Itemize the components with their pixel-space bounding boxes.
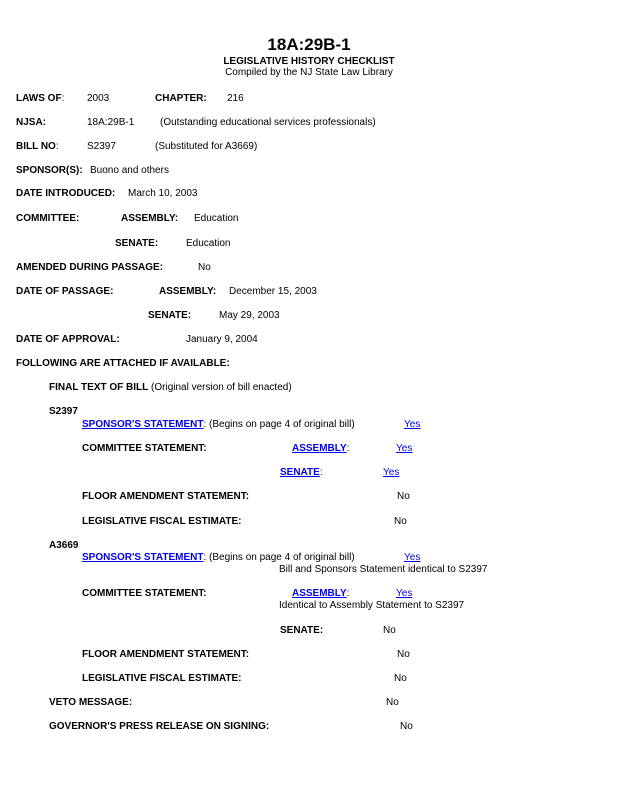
- document-title: 18A:29B-1: [267, 35, 351, 54]
- bill-no-value: S2397: [87, 141, 116, 152]
- s2397-senate-link[interactable]: SENATE: [280, 467, 320, 478]
- a3669-sponsor-extra: Bill and Sponsors Statement identical to S2397: [279, 564, 488, 575]
- a3669-senate-label: SENATE:: [280, 625, 324, 636]
- chapter-value: 216: [227, 93, 244, 104]
- bill-no-label: BILL NO: [16, 141, 56, 152]
- passage-assembly-label: ASSEMBLY:: [159, 286, 217, 297]
- passage-senate-value: May 29, 2003: [219, 310, 280, 321]
- a3669-sponsor-note: : (Begins on page 4 of original bill): [203, 552, 355, 563]
- a3669-heading: A3669: [49, 540, 79, 551]
- a3669-floor-value: No: [397, 649, 410, 660]
- s2397-floor-label: FLOOR AMENDMENT STATEMENT:: [82, 491, 250, 502]
- s2397-floor-value: No: [397, 491, 410, 502]
- sponsors-value: Buono and others: [90, 165, 169, 176]
- s2397-assembly-link[interactable]: ASSEMBLY: [292, 443, 347, 454]
- date-introduced-value: March 10, 2003: [128, 188, 198, 199]
- s2397-senate-colon: :: [319, 467, 323, 478]
- amended-label: AMENDED DURING PASSAGE:: [16, 262, 164, 273]
- press-release-value: No: [400, 721, 413, 732]
- a3669-fiscal-label: LEGISLATIVE FISCAL ESTIMATE:: [82, 673, 242, 684]
- passage-assembly-value: December 15, 2003: [229, 286, 317, 297]
- passage-senate-label: SENATE:: [148, 310, 192, 321]
- s2397-senate-yes-link[interactable]: Yes: [383, 467, 400, 478]
- s2397-sponsor-note: : (Begins on page 4 of original bill): [203, 419, 355, 430]
- s2397-heading: S2397: [49, 406, 78, 417]
- laws-of-row: [16, 93, 64, 104]
- date-introduced-label: DATE INTRODUCED:: [16, 188, 116, 199]
- a3669-assembly-colon: :: [346, 588, 350, 599]
- s2397-fiscal-label: LEGISLATIVE FISCAL ESTIMATE:: [82, 516, 242, 527]
- date-of-approval-label: DATE OF APPROVAL:: [16, 334, 120, 345]
- a3669-assembly-yes-link[interactable]: Yes: [396, 588, 413, 599]
- s2397-sponsor-yes-link[interactable]: Yes: [404, 419, 421, 430]
- bill-no-row: [16, 141, 59, 152]
- s2397-senate-row: [280, 467, 323, 478]
- date-of-approval-value: January 9, 2004: [186, 334, 258, 345]
- bill-no-colon: :: [55, 141, 59, 152]
- s2397-assembly-colon: :: [346, 443, 350, 454]
- njsa-description: (Outstanding educational services professionals): [160, 117, 376, 128]
- amended-value: No: [198, 262, 211, 273]
- following-attached-label: FOLLOWING ARE ATTACHED IF AVAILABLE:: [16, 358, 230, 369]
- committee-label: COMMITTEE:: [16, 213, 80, 224]
- a3669-assembly-row: [292, 588, 349, 599]
- a3669-fiscal-value: No: [394, 673, 407, 684]
- final-text-row: [49, 382, 292, 393]
- final-text-note: (Original version of bill enacted): [148, 382, 292, 393]
- date-of-passage-label: DATE OF PASSAGE:: [16, 286, 114, 297]
- s2397-assembly-row: [292, 443, 349, 454]
- bill-no-note: (Substituted for A3669): [155, 141, 258, 152]
- press-release-label: GOVERNOR'S PRESS RELEASE ON SIGNING:: [49, 721, 270, 732]
- a3669-floor-label: FLOOR AMENDMENT STATEMENT:: [82, 649, 250, 660]
- njsa-value: 18A:29B-1: [87, 117, 135, 128]
- final-text-label: FINAL TEXT OF BILL: [49, 382, 149, 393]
- laws-of-label: LAWS OF: [16, 93, 62, 104]
- s2397-committee-label: COMMITTEE STATEMENT:: [82, 443, 207, 454]
- a3669-committee-label: COMMITTEE STATEMENT:: [82, 588, 207, 599]
- laws-of-colon: :: [61, 93, 65, 104]
- s2397-assembly-yes-link[interactable]: Yes: [396, 443, 413, 454]
- committee-senate-value: Education: [186, 238, 231, 249]
- committee-assembly-value: Education: [194, 213, 239, 224]
- document-subtitle: LEGISLATIVE HISTORY CHECKLIST: [223, 56, 395, 67]
- s2397-sponsor-statement-link[interactable]: SPONSOR'S STATEMENT: [82, 419, 204, 430]
- s2397-sponsor-row: [82, 419, 355, 430]
- a3669-assembly-extra: Identical to Assembly Statement to S2397: [279, 600, 465, 611]
- chapter-label: CHAPTER:: [155, 93, 207, 104]
- sponsors-label: SPONSOR(S):: [16, 165, 83, 176]
- a3669-senate-value: No: [383, 625, 396, 636]
- a3669-sponsor-statement-link[interactable]: SPONSOR'S STATEMENT: [82, 552, 204, 563]
- njsa-label: NJSA:: [16, 117, 47, 128]
- a3669-assembly-link[interactable]: ASSEMBLY: [292, 588, 347, 599]
- committee-senate-label: SENATE:: [115, 238, 159, 249]
- veto-value: No: [386, 697, 399, 708]
- compiled-by: Compiled by the NJ State Law Library: [225, 67, 393, 78]
- veto-label: VETO MESSAGE:: [49, 697, 133, 708]
- laws-of-value: 2003: [87, 93, 110, 104]
- a3669-sponsor-yes-link[interactable]: Yes: [404, 552, 421, 563]
- committee-assembly-label: ASSEMBLY:: [121, 213, 179, 224]
- s2397-fiscal-value: No: [394, 516, 407, 527]
- a3669-sponsor-row: [82, 552, 355, 563]
